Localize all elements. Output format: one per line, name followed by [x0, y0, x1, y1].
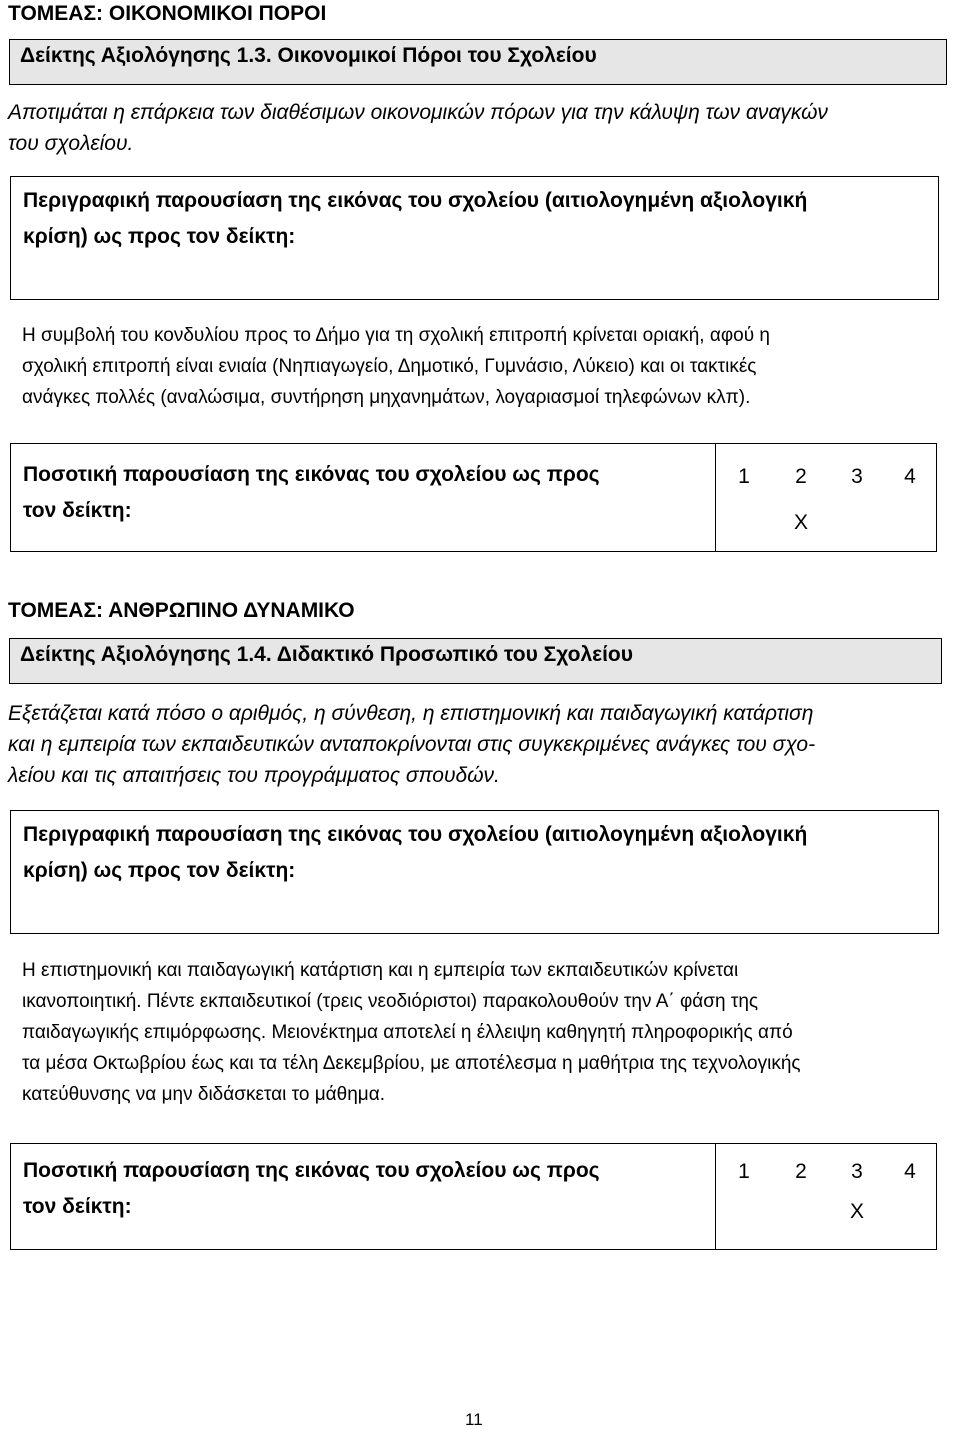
assessment-line: Η συμβολή του κονδυλίου προς το Δήμο για τη σχολική επιτροπή κρίνεται οριακή, αφού η [22, 325, 770, 346]
heading-line: Περιγραφική παρουσίαση της εικόνας του σχολείου (αιτιολογημένη αξιολογική [23, 189, 808, 212]
quantitative-presentation-box [10, 443, 937, 552]
descriptive-presentation-heading [23, 817, 807, 889]
label-line: Ποσοτική παρουσίαση της εικόνας του σχολείου ως προς [23, 1159, 600, 1182]
scale-option-2[interactable]: 2 [795, 1160, 807, 1183]
indicator-description [8, 698, 953, 791]
indicator-title: Δείκτης Αξιολόγησης 1.4. Διδακτικό Προσωπικό του Σχολείου [20, 643, 633, 666]
heading-line: κρίση) ως προς τον δείκτη: [23, 859, 296, 882]
quantitative-presentation-label [23, 1153, 600, 1225]
scale-divider [715, 1144, 716, 1249]
quantitative-presentation-box [10, 1143, 937, 1250]
selected-mark: X [793, 511, 808, 534]
heading-line: Περιγραφική παρουσίαση της εικόνας του σχολείου (αιτιολογημένη αξιολογική [23, 823, 808, 846]
description-line: Αποτιμάται η επάρκεια των διαθέσιμων οικονομικών πόρων για την κάλυψη των αναγκών [8, 101, 828, 124]
indicator-title-bar [9, 39, 947, 85]
quantitative-presentation-label [23, 457, 600, 529]
page-number: 11 [465, 1410, 483, 1429]
label-line: Ποσοτική παρουσίαση της εικόνας του σχολείου ως προς [23, 463, 600, 486]
description-line: λείου και τις απαιτήσεις του προγράμματος σπουδών. [8, 764, 500, 787]
assessment-line: ανάγκες πολλές (αναλώσιμα, συντήρηση μηχανημάτων, λογαριασμοί τηλεφώνων κλπ). [22, 387, 751, 408]
label-line: τον δείκτη: [23, 1195, 132, 1218]
scale-option-4[interactable]: 4 [904, 465, 916, 488]
label-line: τον δείκτη: [23, 499, 132, 522]
descriptive-presentation-box [10, 810, 939, 934]
scale-divider [715, 444, 716, 551]
assessment-line: παιδαγωγικής επιμόρφωσης. Μειονέκτημα αποτελεί η έλλειψη καθηγητή πληροφορικής από [22, 1022, 793, 1043]
description-line: Εξετάζεται κατά πόσο ο αριθμός, η σύνθεση, η επιστημονική και παιδαγωγική κατάρτιση [8, 702, 814, 725]
descriptive-presentation-box [10, 176, 939, 300]
scale-option-3[interactable]: 3 [851, 465, 863, 488]
scale-option-1[interactable]: 1 [738, 1160, 750, 1183]
selected-mark: X [849, 1200, 864, 1223]
assessment-line: τα μέσα Οκτωβρίου έως και τα τέλη Δεκεμβρίου, με αποτέλεσμα η μαθήτρια της τεχνολογικής [22, 1053, 801, 1074]
description-line: του σχολείου. [8, 132, 134, 155]
scale-option-3[interactable]: 3 [851, 1160, 863, 1183]
descriptive-presentation-heading [23, 183, 807, 255]
assessment-line: Η επιστημονική και παιδαγωγική κατάρτιση και η εμπειρία των εκπαιδευτικών κρίνεται [22, 960, 739, 981]
assessment-text [22, 320, 952, 413]
description-line: και η εμπειρία των εκπαιδευτικών ανταποκρίνονται στις συγκεκριμένες ανάγκες του σχο- [8, 733, 816, 756]
indicator-description [8, 97, 953, 159]
sector-title: ΤΟΜΕΑΣ: ΑΝΘΡΩΠΙΝΟ ΔΥΝΑΜΙΚΟ [8, 599, 355, 622]
scale-option-4[interactable]: 4 [904, 1160, 916, 1183]
assessment-line: κατεύθυνσης να μην διδάσκεται το μάθημα. [22, 1084, 385, 1105]
indicator-title: Δείκτης Αξιολόγησης 1.3. Οικονομικοί Πόροι του Σχολείου [20, 44, 597, 67]
sector-title: ΤΟΜΕΑΣ: ΟΙΚΟΝΟΜΙΚΟΙ ΠΟΡΟΙ [8, 2, 327, 25]
indicator-title-bar [9, 638, 942, 684]
scale-option-1[interactable]: 1 [738, 465, 750, 488]
heading-line: κρίση) ως προς τον δείκτη: [23, 225, 296, 248]
assessment-text [22, 955, 952, 1110]
assessment-line: σχολική επιτροπή είναι ενιαία (Νηπιαγωγείο, Δημοτικό, Γυμνάσιο, Λύκειο) και οι τακτικές [22, 356, 757, 377]
assessment-line: ικανοποιητική. Πέντε εκπαιδευτικοί (τρεις νεοδιόριστοι) παρακολουθούν την Α΄ φάση της [22, 991, 759, 1012]
scale-option-2[interactable]: 2 [795, 465, 807, 488]
